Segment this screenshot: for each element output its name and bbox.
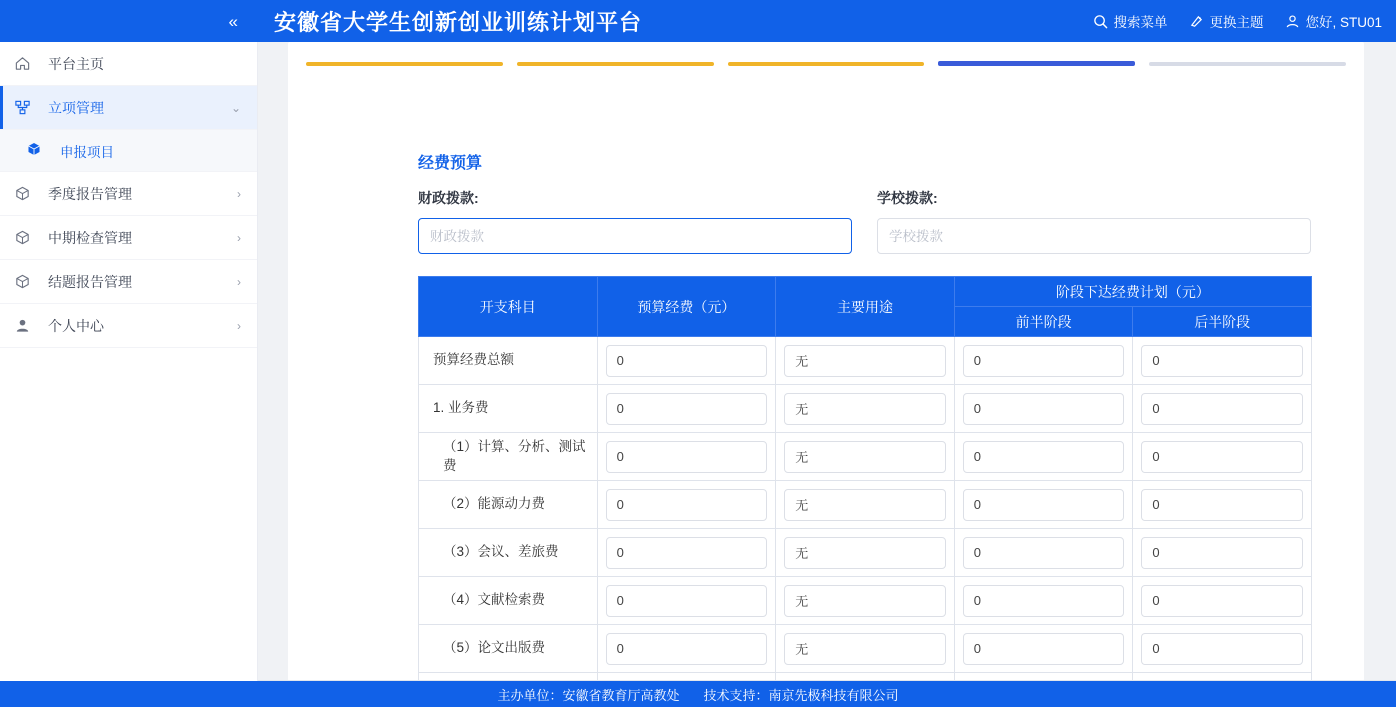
- second-stage-input[interactable]: [1141, 537, 1303, 569]
- row-amount-cell: [597, 481, 776, 529]
- sidebar-item-midterm-check[interactable]: [0, 216, 257, 260]
- first-stage-input[interactable]: [963, 441, 1125, 473]
- row-use-cell: [776, 481, 955, 529]
- row-label: （5）论文出版费: [419, 625, 598, 673]
- use-input[interactable]: [784, 345, 946, 377]
- use-input[interactable]: [784, 633, 946, 665]
- use-input[interactable]: [784, 585, 946, 617]
- row-amount-cell: [597, 577, 776, 625]
- amount-input[interactable]: [606, 441, 768, 473]
- user-greeting-label: 您好, STU01: [1305, 15, 1382, 30]
- table-row: [419, 337, 1312, 385]
- budget-table-head: [419, 277, 1312, 337]
- row-label: 1. 业务费: [419, 385, 598, 433]
- header-left: [0, 0, 258, 42]
- row-label: （3）会议、差旅费: [419, 529, 598, 577]
- row-use-cell: [776, 385, 955, 433]
- sidebar-item-project-management[interactable]: [0, 86, 257, 130]
- row-first-stage-cell: [954, 481, 1133, 529]
- row-second-stage-cell: [1133, 481, 1312, 529]
- table-row: [419, 577, 1312, 625]
- row-amount-cell: [597, 529, 776, 577]
- amount-input[interactable]: [606, 393, 768, 425]
- person-icon: [14, 317, 40, 334]
- chevron-down-icon: ⌄: [230, 100, 241, 115]
- user-icon: [1285, 14, 1300, 29]
- first-stage-input[interactable]: [963, 345, 1125, 377]
- sidebar-item-label: 个人中心: [48, 317, 104, 334]
- table-row: [419, 481, 1312, 529]
- sidebar-item-quarterly-report[interactable]: [0, 172, 257, 216]
- col-header-use: 主要用途: [776, 277, 955, 337]
- box-icon: [14, 273, 40, 290]
- row-label: （1）计算、分析、测试费: [419, 433, 598, 481]
- row-use-cell: [776, 529, 955, 577]
- row-use-cell: [776, 577, 955, 625]
- budget-table-body: [419, 337, 1312, 682]
- row-first-stage-cell: [954, 529, 1133, 577]
- first-stage-input[interactable]: [963, 585, 1125, 617]
- project-icon: [14, 99, 40, 116]
- chevron-right-icon: ›: [237, 274, 241, 289]
- row-use-cell: [776, 337, 955, 385]
- second-stage-input[interactable]: [1141, 489, 1303, 521]
- form-card: [288, 42, 1364, 681]
- row-second-stage-cell: [1133, 433, 1312, 481]
- sidebar-item-label: 结题报告管理: [48, 273, 132, 290]
- sidebar: [0, 42, 258, 681]
- row-first-stage-cell: [954, 337, 1133, 385]
- first-stage-input[interactable]: [963, 393, 1125, 425]
- col-header-subject: 开支科目: [419, 277, 598, 337]
- top-header: [0, 0, 1396, 42]
- sidebar-item-label: 中期检查管理: [48, 229, 132, 246]
- use-input[interactable]: [784, 489, 946, 521]
- row-first-stage-cell: [954, 433, 1133, 481]
- footer-support: 技术支持：南京先极科技有限公司: [703, 687, 899, 703]
- change-theme-button[interactable]: [1189, 11, 1263, 31]
- home-icon: [14, 55, 40, 72]
- use-input[interactable]: [784, 537, 946, 569]
- table-row: [419, 625, 1312, 673]
- table-row: [419, 433, 1312, 481]
- step-indicator[interactable]: [728, 62, 925, 66]
- second-stage-input[interactable]: [1141, 441, 1303, 473]
- row-label: （4）文献检索费: [419, 577, 598, 625]
- row-label: 预算经费总额: [419, 337, 598, 385]
- use-input[interactable]: [784, 441, 946, 473]
- budget-table: [418, 276, 1312, 681]
- sidebar-item-label: 平台主页: [48, 55, 104, 72]
- form-steps: [288, 42, 1364, 66]
- financial-grant-input[interactable]: [418, 218, 852, 254]
- row-first-stage-cell: [954, 625, 1133, 673]
- sidebar-subitem-apply-project[interactable]: [0, 130, 257, 172]
- amount-input[interactable]: [606, 537, 768, 569]
- col-header-stage-first: 前半阶段: [954, 307, 1133, 337]
- box-icon: [14, 185, 40, 202]
- row-amount-cell: [597, 337, 776, 385]
- second-stage-input[interactable]: [1141, 633, 1303, 665]
- double-chevron-left-icon[interactable]: «: [228, 11, 238, 31]
- main-content: [258, 42, 1396, 681]
- amount-input[interactable]: [606, 633, 768, 665]
- chevron-right-icon: ›: [237, 318, 241, 333]
- sidebar-subitem-label: 申报项目: [60, 144, 114, 160]
- search-icon: [1093, 14, 1108, 29]
- row-label: （2）能源动力费: [419, 481, 598, 529]
- first-stage-input[interactable]: [963, 489, 1125, 521]
- row-amount-cell: [597, 625, 776, 673]
- row-second-stage-cell: [1133, 577, 1312, 625]
- school-grant-label: 学校拨款:: [877, 190, 938, 206]
- cube-icon: [26, 141, 52, 160]
- theme-icon: [1189, 14, 1204, 29]
- page-title: 安徽省大学生创新创业训练计划平台: [274, 9, 643, 35]
- sidebar-item-label: 季度报告管理: [48, 185, 132, 202]
- row-use-cell: [776, 625, 955, 673]
- first-stage-input[interactable]: [963, 537, 1125, 569]
- row-first-stage-cell: [954, 577, 1133, 625]
- row-second-stage-cell: [1133, 529, 1312, 577]
- amount-input[interactable]: [606, 585, 768, 617]
- sidebar-item-label: 立项管理: [48, 99, 104, 116]
- step-indicator[interactable]: [517, 62, 714, 66]
- table-row: [419, 529, 1312, 577]
- col-header-stage-second: 后半阶段: [1133, 307, 1312, 337]
- amount-input[interactable]: [606, 345, 768, 377]
- second-stage-input[interactable]: [1141, 345, 1303, 377]
- first-stage-input[interactable]: [963, 633, 1125, 665]
- sidebar-item-home[interactable]: [0, 42, 257, 86]
- search-menu-label: 搜索菜单: [1113, 15, 1168, 30]
- second-stage-input[interactable]: [1141, 393, 1303, 425]
- user-menu-button[interactable]: [1285, 11, 1382, 31]
- footer-organizer: 主办单位：安徽省教育厅高教处: [497, 687, 680, 703]
- sidebar-item-final-report[interactable]: [0, 260, 257, 304]
- chevron-right-icon: ›: [237, 230, 241, 245]
- school-grant-input[interactable]: [877, 218, 1311, 254]
- col-header-stage-group: 阶段下达经费计划（元）: [954, 277, 1311, 307]
- col-header-amount: 预算经费（元）: [597, 277, 776, 337]
- step-indicator[interactable]: [306, 62, 503, 66]
- search-menu-button[interactable]: [1093, 11, 1167, 31]
- row-amount-cell: [597, 385, 776, 433]
- row-second-stage-cell: [1133, 385, 1312, 433]
- row-amount-cell: [597, 433, 776, 481]
- chevron-right-icon: ›: [237, 186, 241, 201]
- second-stage-input[interactable]: [1141, 585, 1303, 617]
- change-theme-label: 更换主题: [1209, 15, 1264, 30]
- step-indicator-current[interactable]: [938, 61, 1135, 66]
- table-row: [419, 385, 1312, 433]
- header-actions: [1093, 11, 1396, 31]
- box-icon: [14, 229, 40, 246]
- row-second-stage-cell: [1133, 337, 1312, 385]
- row-use-cell: [776, 433, 955, 481]
- step-indicator-todo[interactable]: [1149, 62, 1346, 66]
- footer-bar: [0, 681, 1396, 707]
- section-title: 经费预算: [418, 155, 483, 172]
- sidebar-item-personal-center[interactable]: [0, 304, 257, 348]
- financial-grant-label: 财政拨款:: [418, 190, 479, 206]
- amount-input[interactable]: [606, 489, 768, 521]
- row-first-stage-cell: [954, 385, 1133, 433]
- row-second-stage-cell: [1133, 625, 1312, 673]
- use-input[interactable]: [784, 393, 946, 425]
